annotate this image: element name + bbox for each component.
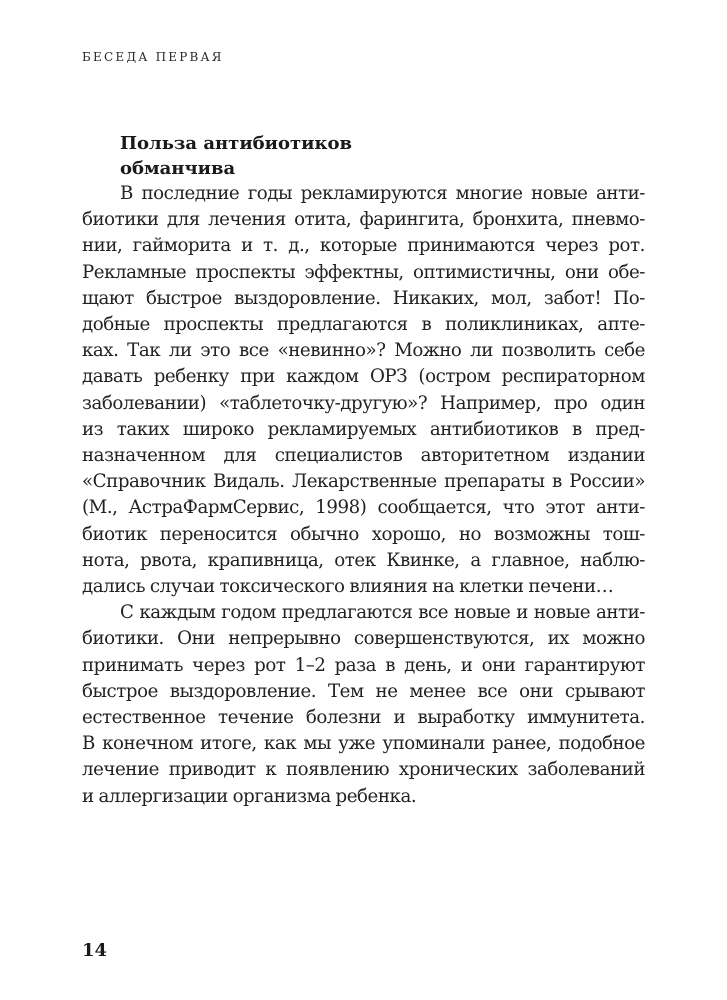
text-line: биотики. Они непрерывно совершенствуются, их можно: [82, 628, 645, 650]
text-line: нии, гайморита и т. д., которые принимаются через рот.: [82, 235, 645, 257]
text-line: В последние годы рекламируются многие новые анти-: [120, 183, 645, 204]
text-line: нота, рвота, крапивница, отек Квинке, а главное, наблю-: [82, 549, 645, 571]
text-line: ках. Так ли это все «невинно»? Можно ли позволить себе: [82, 340, 645, 362]
text-line: биотик переносится обычно хорошо, но возможны тош-: [82, 523, 645, 545]
text-line: (М., АстраФармСервис, 1998) сообщается, что этот анти-: [82, 497, 645, 519]
text-line: естественное течение болезни и выработку иммунитета.: [82, 707, 645, 729]
text-line: из таких широко рекламируемых антибиотиков в пред-: [82, 418, 645, 440]
text-line: щают быстрое выздоровление. Никаких, мол, забот! По-: [82, 287, 645, 309]
text-line: В конечном итоге, как мы уже упоминали ранее, подобное: [82, 733, 645, 755]
paragraph-1: [82, 181, 645, 600]
text-line: лечение приводит к появлению хронических заболеваний: [82, 759, 645, 781]
running-head: БЕСЕДА ПЕРВАЯ: [82, 50, 224, 64]
page-body: [82, 131, 645, 810]
section-title-line: обманчива: [120, 158, 236, 179]
text-line: добные проспекты предлагаются в поликлиниках, апте-: [82, 314, 645, 336]
section-title: [120, 131, 645, 181]
text-line: «Справочник Видаль. Лекарственные препараты в России»: [82, 471, 645, 493]
page-number: 14: [82, 940, 108, 961]
text-line: биотики для лечения отита, фарингита, бронхита, пневмо-: [82, 209, 645, 231]
text-line: давать ребенку при каждом ОРЗ (остром респираторном: [82, 366, 645, 388]
text-line: назначенном для специалистов авторитетном издании: [82, 445, 645, 467]
text-line: заболевании) «таблеточку-другую»? Например, про один: [82, 392, 645, 414]
text-line: С каждым годом предлагаются все новые и новые анти-: [120, 602, 645, 624]
text-line: принимать через рот 1–2 раза в день, и они гарантируют: [82, 654, 645, 676]
paragraph-2: [82, 600, 645, 810]
section-title-line: Польза антибиотиков: [120, 133, 353, 154]
text-line: и аллергизации организма ребенка.: [82, 785, 417, 807]
text-line: быстрое выздоровление. Тем не менее все они срывают: [82, 680, 645, 702]
text-line: дались случаи токсического влияния на клетки печени…: [82, 576, 614, 598]
text-line: Рекламные проспекты эффектны, оптимистичны, они обе-: [82, 261, 645, 283]
